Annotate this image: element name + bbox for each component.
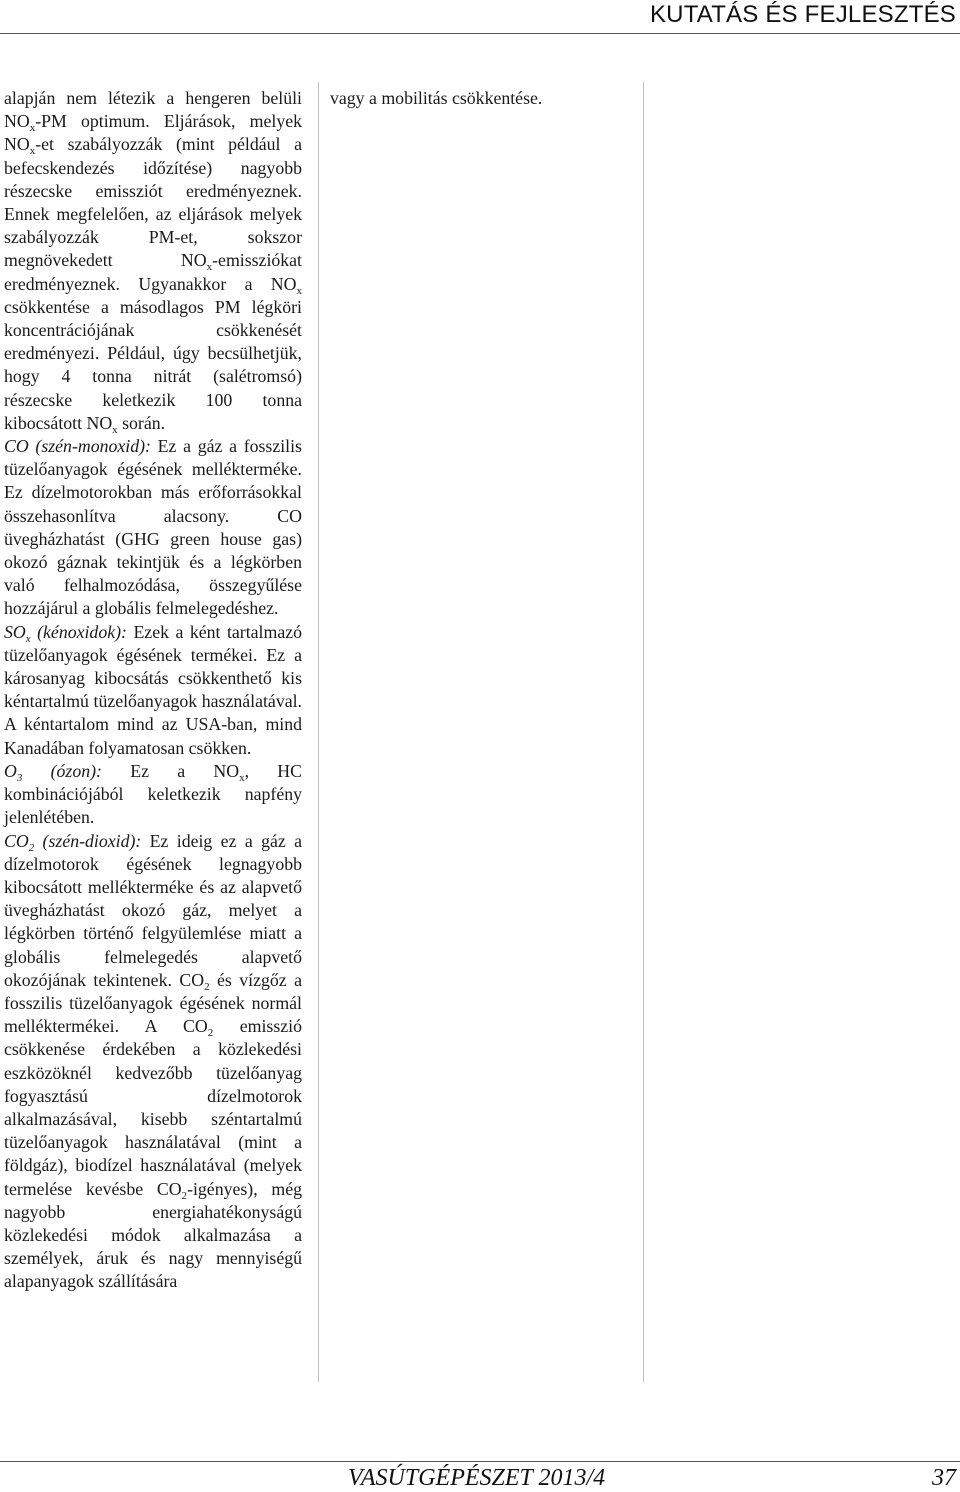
publication-name: VASÚTGÉPÉSZET 2013/4 bbox=[348, 1465, 606, 1491]
section-title: KUTATÁS ÉS FEJLESZTÉS bbox=[649, 1, 956, 28]
term-co: CO (szén-monoxid): bbox=[4, 436, 151, 457]
text-column-1 bbox=[4, 87, 302, 1294]
text-column-2 bbox=[330, 87, 630, 110]
paragraph-o3: $O_3$ (ózon): Ez a $NO_x$, HC kombinációjából keletkezik napfény jelenlétében. bbox=[4, 760, 303, 828]
paragraph-nox-pm: alapján nem létezik a hengeren belüli $NO_x-PM$ optimum. Eljárások, melyek $NO_x-et$ szabályozzák (mint például a befecskendezés időzítése) nagyobb részecske emissziót eredményeznek. Ennek megfelelően, az eljárások melyek szabályozzák PM-et, sokszor megnövekedett $NO_x$-emissziókat eredményeznek. Ugyanakkor a $NO_x$ csökkentése a másodlagos PM légköri koncentrációjának csökkenését eredményezi. Például, úgy becsülhetjük, hogy 4 tonna nitrát (salétromsó) részecske keletkezik 100 tonna kibocsátott $NO_x$ során. bbox=[4, 88, 302, 436]
header-divider bbox=[0, 33, 960, 34]
paragraph-continuation: vagy a mobilitás csökkentése. bbox=[330, 88, 543, 108]
term-sox: $SO_x$ (kénoxidok): bbox=[4, 621, 127, 645]
term-o3: $O_3$ (ózon): bbox=[4, 760, 102, 784]
column-divider-right bbox=[643, 82, 644, 1382]
footer-divider bbox=[0, 1461, 960, 1462]
paragraph-sox: $SO_x$ (kénoxidok): Ezek a ként tartalmazó tüzelőanyagok égésének termékei. Ez a károsanyag kibocsátás csökkenthető kis kéntartalmú tüzelőanyagok használatával. A kéntartalom mind az USA-ban, mind Kanadában folyamatosan csökken. bbox=[4, 621, 302, 758]
column-divider-left bbox=[318, 82, 319, 1382]
paragraph-co2: $CO_2$ (szén-dioxid): Ez ideig ez a gáz a dízelmotorok égésének legnagyobb kibocsátott mellékterméke és az alapvető üvegházhatást okozó gáz, melyet a légkörben történő felgyülemlése miatt a globális felmelegedés alapvető okozójának tekintenek. $CO_2$ és vízgőz a fosszilis tüzelőanyagok égésének normál melléktermékei. A $CO_2$ emisszió csökkenése érdekében a közlekedési eszközöknél kedvezőbb tüzelőanyag fogyasztású dízelmotorok alkalmazásával, kisebb széntartalmú tüzelőanyagok használatával (mint a földgáz), biodízel használatával (melyek termelése kevésbe $CO_2-igényes$), még nagyobb energiahatékonyságú közlekedési módok alkalmazása a személyek, áruk és nagy mennyiségű alapanyagok szállítására bbox=[4, 830, 302, 1292]
page-header bbox=[0, 0, 960, 34]
paragraph-co: CO (szén-monoxid): Ez a gáz a fosszilis tüzelőanyagok égésének mellékterméke. Ez dízelmotorokban más erőforrásokkal összehasonlítva alacsony. CO üvegházhatást (GHG green house gas) okozó gáznak tekintjük és a légkörben való felhalmozódása, összegyűlése hozzájárul a globális felmelegedéshez. bbox=[4, 436, 302, 619]
page-number: 37 bbox=[932, 1465, 956, 1491]
term-co2: $CO_2$ (szén-dioxid): bbox=[4, 830, 142, 854]
